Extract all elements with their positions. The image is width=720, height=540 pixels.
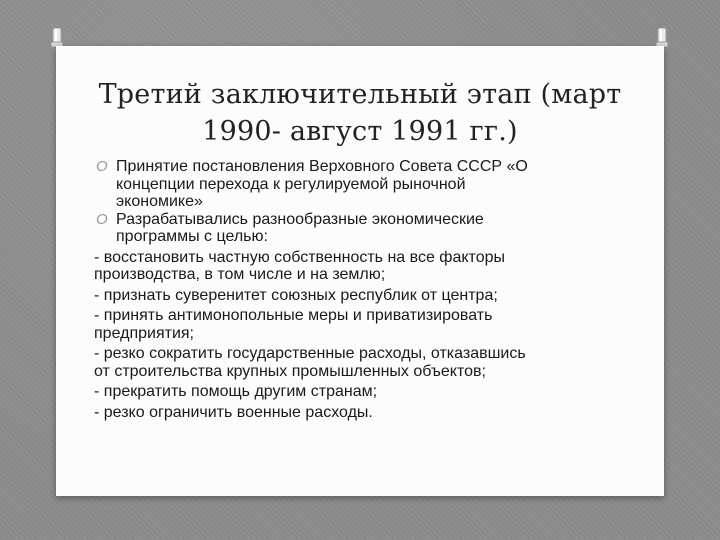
goal-line: предприятия; bbox=[94, 324, 194, 342]
goal-item bbox=[94, 383, 634, 401]
goal-item bbox=[94, 287, 634, 305]
bullet-line: экономике» bbox=[116, 193, 203, 210]
goal-item bbox=[94, 404, 634, 422]
bullet-marker: O bbox=[96, 210, 108, 228]
title-line: Третий заключительный этап (март bbox=[98, 79, 622, 110]
goal-line: - прекратить помощь другим странам; bbox=[94, 383, 378, 400]
goal-line: производства, в том числе и на землю; bbox=[94, 266, 386, 283]
goal-line: от строительства крупных промышленных объектов; bbox=[94, 362, 486, 380]
goal-line: - резко сократить государственные расходы, отказавшись bbox=[94, 345, 526, 362]
bullet-line: Разрабатывались разнообразные экономические bbox=[116, 210, 484, 228]
goal-item bbox=[94, 345, 634, 380]
slide-title bbox=[80, 76, 640, 150]
bullet-line: программы с целью: bbox=[116, 228, 268, 245]
goal-line: - восстановить частную собственность на все факторы bbox=[94, 248, 505, 266]
goal-line: - признать суверенитет союзных республик от центра; bbox=[94, 286, 498, 304]
bullet-line: концепции перехода к регулируемой рыночной bbox=[116, 175, 466, 193]
bullet-item bbox=[94, 211, 634, 246]
bullet-marker: O bbox=[96, 158, 108, 175]
goal-item bbox=[94, 307, 634, 342]
bullet-line: Принятие постановления Верховного Совета СССР «О bbox=[116, 158, 528, 175]
slide-content bbox=[94, 158, 634, 421]
goal-line: - принять антимонопольные меры и приватизировать bbox=[94, 307, 493, 324]
title-line: 1990- август 1991 гг.) bbox=[202, 116, 518, 147]
goal-line: - резко ограничить военные расходы. bbox=[94, 403, 373, 421]
goal-item bbox=[94, 249, 634, 284]
bullet-item bbox=[94, 158, 634, 211]
